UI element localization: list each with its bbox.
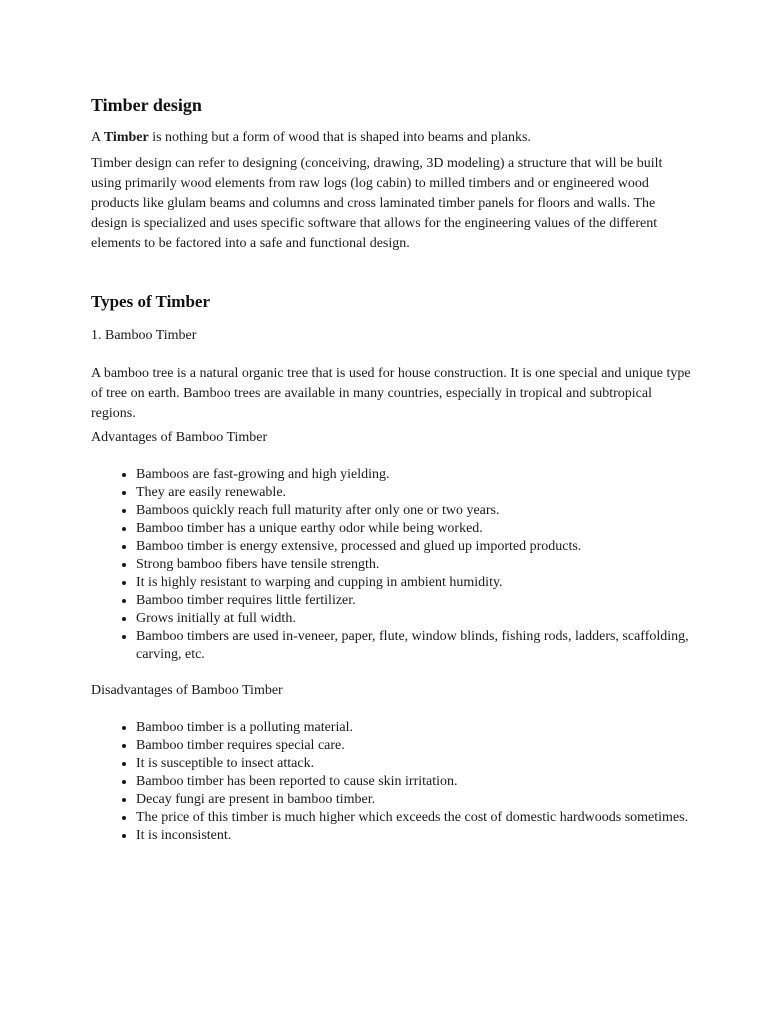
list-item: • Bamboo timber has been reported to cause skin irritation.	[136, 773, 691, 791]
intro-suffix: is nothing but a form of wood that is shaped into beams and planks.	[148, 130, 531, 145]
list-item: • They are easily renewable.	[136, 484, 691, 502]
description-paragraph: Timber design can refer to designing (conceiving, drawing, 3D modeling) a structure that will be built using primarily wood elements from raw logs (log cabin) to milled timbers and or engineered wood products like glulam beams and columns and cross laminated timber panels for floors and walls. The design is specialized and uses specific software that allows for the engineering values of the different elements to be factored into a safe and functional design.	[91, 156, 663, 251]
list-item: • The price of this timber is much higher which exceeds the cost of domestic hardwoods sometimes.	[136, 809, 691, 827]
list-item: • Bamboo timber requires special care.	[136, 737, 691, 755]
list-item: • Bamboos quickly reach full maturity after only one or two years.	[136, 502, 691, 520]
advantages-heading: Advantages of Bamboo Timber	[91, 430, 268, 445]
disadvantages-heading: Disadvantages of Bamboo Timber	[91, 683, 283, 698]
type1-heading: 1. Bamboo Timber	[91, 328, 197, 343]
document-page	[91, 92, 691, 845]
list-item: • Bamboo timber is energy extensive, processed and glued up imported products.	[136, 538, 691, 556]
list-item: • Bamboo timber has a unique earthy odor while being worked.	[136, 520, 691, 538]
list-item: • Bamboo timber requires little fertilizer.	[136, 592, 691, 610]
list-item: • It is highly resistant to warping and cupping in ambient humidity.	[136, 574, 691, 592]
types-heading: Types of Timber	[91, 292, 211, 311]
intro-prefix: A	[91, 130, 104, 145]
list-item: • Strong bamboo fibers have tensile strength.	[136, 556, 691, 574]
list-item: • It is inconsistent.	[136, 827, 691, 845]
type1-description: A bamboo tree is a natural organic tree that is used for house construction. It is one special and unique type of tree on earth. Bamboo trees are available in many countries, especially in tropical and subtropical regions.	[91, 366, 691, 421]
list-item: • Bamboos are fast-growing and high yielding.	[136, 466, 691, 484]
list-item: • Decay fungi are present in bamboo timber.	[136, 791, 691, 809]
list-item: • Bamboo timber is a polluting material.	[136, 719, 691, 737]
list-item: • It is susceptible to insect attack.	[136, 755, 691, 773]
list-item: • Grows initially at full width.	[136, 610, 691, 628]
advantages-list	[91, 466, 691, 664]
page-title: Timber design	[91, 95, 202, 115]
disadvantages-list	[91, 719, 691, 845]
intro-bold-term: Timber	[103, 130, 149, 145]
list-item: • Bamboo timbers are used in-veneer, paper, flute, window blinds, fishing rods, ladders, scaffolding, carving, etc.	[136, 628, 691, 664]
intro-paragraph	[91, 128, 691, 148]
